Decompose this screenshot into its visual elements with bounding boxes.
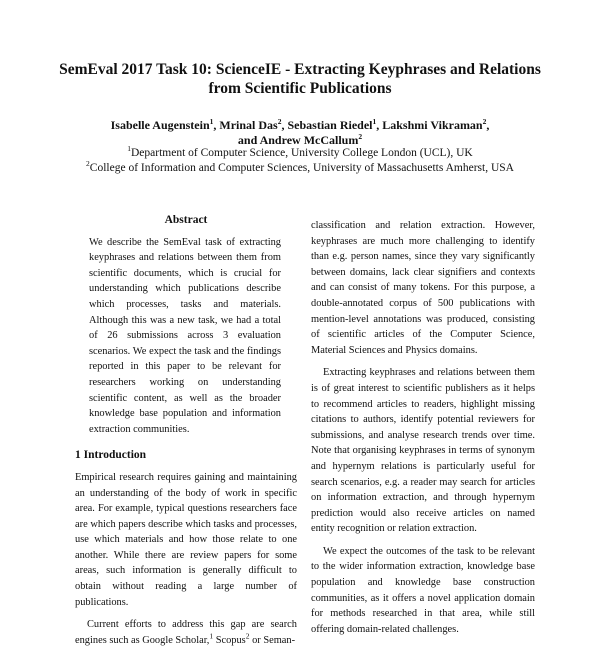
author-list: Isabelle Augenstein$^1$, Mrinal Das$^2$, Sebastian Riedel$^1$, Lakshmi Vikraman$^2$, and Andrew McCallum$^2$ <box>110 117 490 147</box>
author-name: Mrinal Das <box>219 118 278 132</box>
author-affil-marker: 2 <box>482 117 487 126</box>
author-name: Sebastian Riedel <box>287 118 373 132</box>
left-column <box>75 213 297 648</box>
right-paragraph-2: Extracting keyphrases and relations between them is of great interest to scientific publishers as it helps to recommend articles to readers, highlight missing citations to authors, identify potential reviewers for submissions, and analyse research trends over time. Note that organising keyphrases in terms of synonym and hypernym relations is particularly useful for search scenarios, e.g. a reader may search for articles on information extraction, and through hypernym prediction would also receive articles on named entity recognition or relation extraction. <box>311 367 535 535</box>
affiliations <box>30 146 570 176</box>
author-name: Isabelle Augenstein <box>110 118 210 132</box>
title-line-1: SemEval 2017 Task 10: ScienceIE - Extracting Keyphrases and Relations <box>59 61 541 78</box>
right-paragraph-1: classification and relation extraction. However, keyphrases are much more challenging to identify than e.g. person names, since they vary significantly between domains, lack clear signifiers and contexts and can consist of many tokens. For this purpose, a double-annotated corpus of 500 publications with mention-level annotations was produced, consisting of scientific articles of the Computer Science, Material Sciences and Physics domains. <box>311 220 535 356</box>
author-affil-marker: 1 <box>209 117 214 126</box>
author-affil-marker: 2 <box>277 117 282 126</box>
author-name: Lakshmi Vikraman <box>382 118 483 132</box>
title-line-2: from Scientific Publications <box>208 80 392 97</box>
affiliation-1: $^1$Department of Computer Science, University College London (UCL), UK <box>127 144 473 159</box>
author-name: and Andrew McCallum <box>237 133 359 147</box>
right-paragraph-3: We expect the outcomes of the task to be relevant to the wider information extraction, knowledge base population and knowledge base construction communities, as it offers a novel application domain for methods researched in that area, while still offering domain-related challenges. <box>311 545 535 635</box>
author-affil-marker: 2 <box>358 132 363 141</box>
paper-title <box>40 60 560 98</box>
section-heading-introduction: 1 Introduction <box>75 449 147 462</box>
footnote-marker: 1 <box>209 631 214 641</box>
right-column <box>311 218 535 637</box>
footnote-marker: 2 <box>245 631 250 641</box>
intro-paragraph-1: Empirical research requires gaining and maintaining an understanding of the body of work in specific area. For example, typical questions researchers face are which papers describe which tasks and processes, use which materials and how those relate to one another. While there are review papers for some areas, such information is generally difficult to obtain without reading a large number of publications. <box>75 471 297 608</box>
author-affil-marker: 1 <box>372 117 377 126</box>
abstract-body: We describe the SemEval task of extracting keyphrases and relations between them from scientific documents, which is crucial for understanding which publications describe which processes, tasks and materials. Although this was a new task, we had a total of 26 submissions across 3 evaluation scenarios. We expect the task and the findings reported in this paper to be relevant for researchers working on understanding scientific content, as well as the broader knowledge base population and information extraction communities. <box>89 236 281 435</box>
abstract-heading: Abstract <box>164 214 208 226</box>
affiliation-2: $^2$College of Information and Computer Sciences, University of Massachusetts Amherst, USA <box>86 159 514 174</box>
intro-paragraph-2: Current efforts to address this gap are search engines such as Google Scholar,$^1$ Scopus$^2$ or Seman- <box>75 619 297 646</box>
